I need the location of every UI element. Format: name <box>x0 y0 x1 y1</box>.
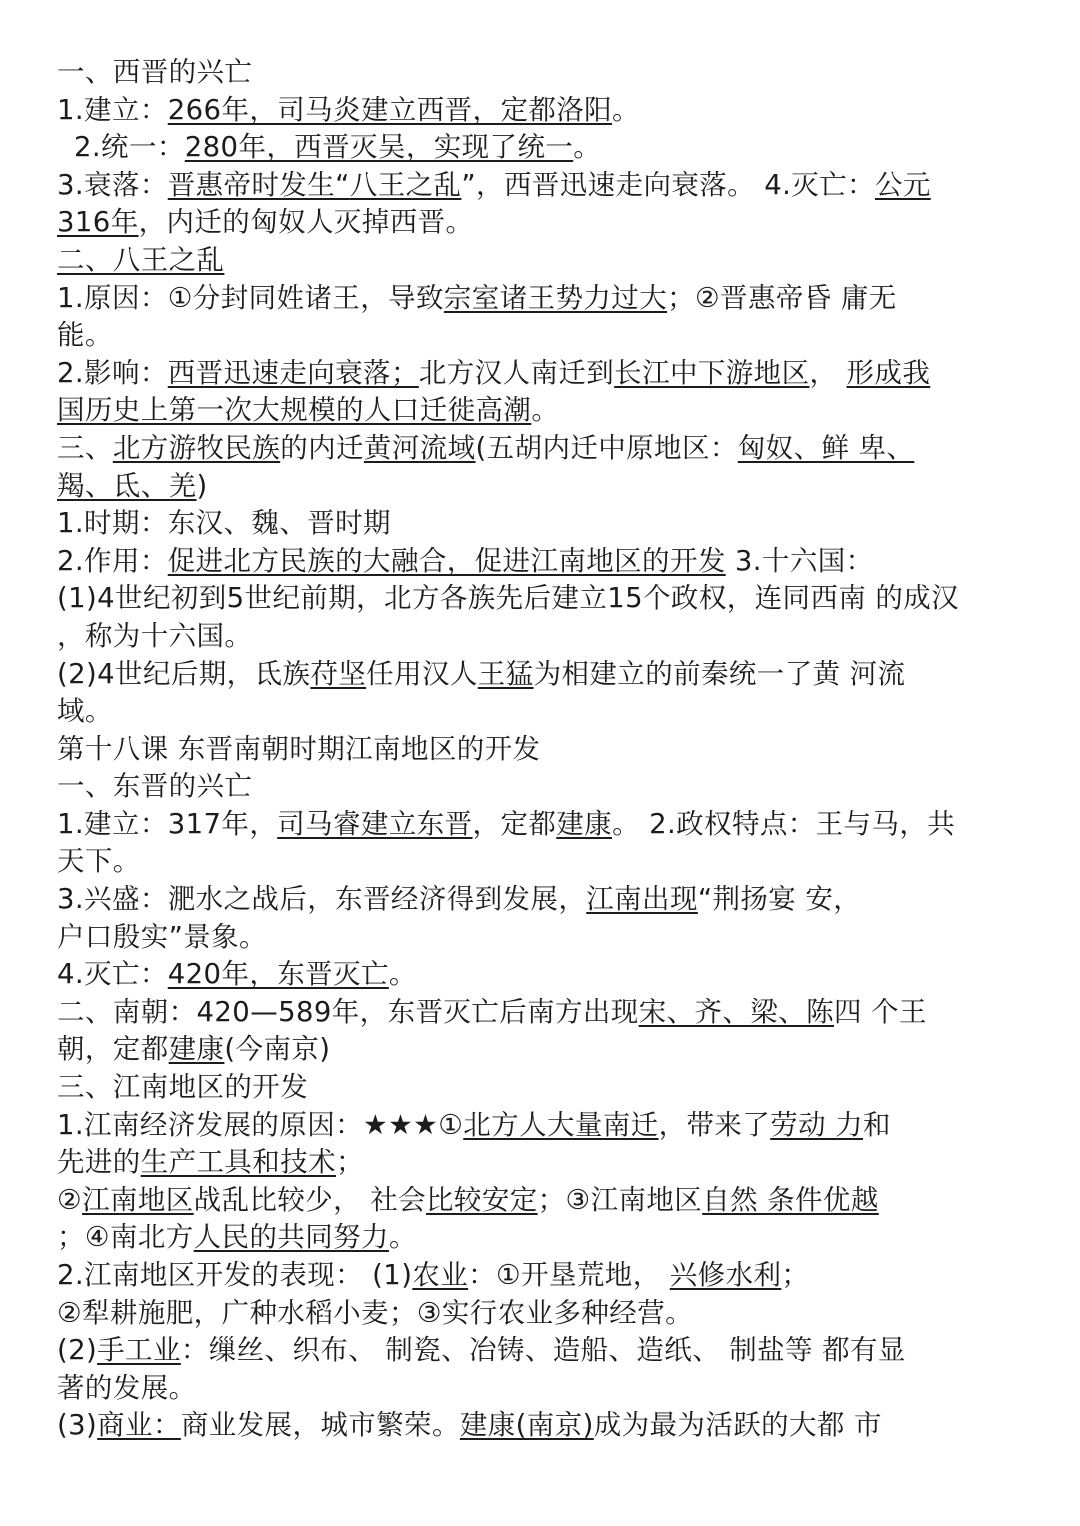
underlined-key-point: 公元 <box>874 168 931 201</box>
underlined-key-point: 手工业 <box>97 1334 181 1367</box>
text-segment: (五胡内迁中原地区： <box>475 431 738 464</box>
text-segment: 3.兴盛：淝水之战后，东晋经济得到发展， <box>57 883 587 916</box>
underlined-key-point: 316年 <box>57 206 139 239</box>
text-segment: ，内迁的匈奴人灭掉西晋。 <box>138 206 474 239</box>
text-segment: 1.时期：东汉、魏、晋时期 <box>57 507 391 540</box>
underlined-key-point: 280年，西晋灭吴，实现了统一 <box>184 131 574 164</box>
text-segment: 2.江南地区开发的表现： (1) <box>57 1259 413 1291</box>
underlined-key-point: 266年，司马炎建立西晋，定都洛阳 <box>167 93 613 126</box>
text-segment: ”，西晋迅速走向衰落。 4.灭亡： <box>461 168 875 201</box>
text-line-southern-dynasties-cont <box>57 1031 1032 1069</box>
text-segment: (2)4世纪后期，氐族 <box>57 657 311 690</box>
underlined-key-point: 农业 <box>412 1259 469 1291</box>
text-segment: “荆扬宴 安， <box>697 883 862 916</box>
text-line-sixteen-kingdoms-2 <box>57 656 1032 694</box>
text-segment: 2.影响： <box>57 356 168 389</box>
text-line-migration-period <box>57 505 1032 543</box>
underlined-key-point: 江南地区 <box>82 1183 194 1216</box>
text-segment: 。 <box>573 131 602 164</box>
text-segment: 。 <box>388 958 417 991</box>
text-line-western-jin-decline <box>57 167 1032 205</box>
text-line-eastern-jin-founding-cont <box>57 843 1032 881</box>
text-segment: ：①开垦荒地， <box>468 1259 670 1291</box>
underlined-key-point: 苻坚 <box>310 657 367 690</box>
underlined-key-point: 王猛 <box>477 657 534 690</box>
text-segment: 3.衰落： <box>57 168 168 201</box>
text-segment: 2.作用： <box>57 544 168 577</box>
text-segment: (2) <box>57 1334 98 1367</box>
text-line-heading-western-jin-rise-fall <box>57 54 1032 92</box>
text-segment: ②犁耕施肥，广种水稻小麦；③实行农业多种经营。 <box>57 1296 694 1329</box>
text-segment: 域。 <box>57 695 113 728</box>
text-segment: 任用汉人 <box>366 657 478 690</box>
text-segment: 2.统一： <box>74 131 185 164</box>
text-segment: (今南京) <box>224 1033 331 1066</box>
underlined-key-point: 建康(南京) <box>459 1409 594 1442</box>
text-line-eight-princes-impact-cont <box>57 392 1032 430</box>
text-line-eastern-jin-fall <box>57 956 1032 994</box>
text-line-eight-princes-impact <box>57 355 1032 393</box>
underlined-key-point: 建康 <box>168 1033 225 1066</box>
underlined-key-point: 长江中下游地区 <box>614 356 810 389</box>
underlined-key-point: 羯、氐、羌 <box>57 469 197 502</box>
text-segment: ；②晋惠帝昏 庸无 <box>667 281 897 314</box>
text-segment: ；③江南地区 <box>537 1183 703 1216</box>
underlined-key-point: 北方游牧民族 <box>112 431 281 464</box>
underlined-key-point: 西晋迅速走向衰落； <box>167 356 419 389</box>
text-line-sixteen-kingdoms-2-cont <box>57 693 1032 731</box>
underlined-key-point: 晋惠帝时发生“ <box>167 168 350 201</box>
text-line-heading-jiangnan-development <box>57 1069 1032 1107</box>
text-segment: 的内迁 <box>280 431 364 464</box>
text-line-heading-eastern-jin-rise-fall <box>57 768 1032 806</box>
underlined-key-point: 形成我 <box>846 356 931 389</box>
text-segment: ， <box>809 356 847 389</box>
underlined-key-point: 北方人大量南迁 <box>463 1108 659 1141</box>
underlined-key-point: 江南出现 <box>586 883 698 916</box>
text-segment: 1.江南经济发展的原因：★★★① <box>57 1108 464 1141</box>
text-segment: 成为最为活跃的大都 市 <box>593 1409 882 1442</box>
text-segment: ，定都 <box>472 807 557 840</box>
text-segment: ) <box>196 469 208 502</box>
text-segment: 朝，定都 <box>57 1033 169 1066</box>
text-segment: 二、南朝：420—589年，东晋灭亡后南方出现 <box>57 995 639 1028</box>
underlined-key-point: 匈奴、鲜 卑、 <box>737 431 915 464</box>
underlined-key-point: 八王之乱 <box>349 168 462 201</box>
text-line-sixteen-kingdoms-1 <box>57 580 1032 618</box>
text-segment: 能。 <box>57 319 113 352</box>
text-segment: ； <box>781 1259 810 1291</box>
text-segment: 三、江南地区的开发 <box>57 1071 309 1104</box>
text-line-jiangnan-reasons-2-cont <box>57 1219 1032 1257</box>
underlined-key-point: 宗室诸王势力过大 <box>443 281 668 314</box>
text-segment: 为相建立的前秦统一了黄 河流 <box>533 657 906 690</box>
underlined-key-point: 促进北方民族的大融合，促进江南地区的开发 <box>167 544 726 577</box>
text-segment: 4.灭亡： <box>57 958 168 991</box>
text-line-jiangnan-reasons-cont <box>57 1144 1032 1182</box>
text-segment: ；④南北方 <box>57 1221 194 1254</box>
text-line-jiangnan-reasons-2 <box>57 1182 1032 1220</box>
text-segment: ； <box>336 1146 364 1179</box>
text-segment: 1.建立：317年， <box>57 807 278 840</box>
text-segment: 和 <box>863 1108 891 1141</box>
text-line-eastern-jin-prosperity <box>57 881 1032 919</box>
text-segment: 北方汉人南迁到 <box>418 356 615 389</box>
text-segment: 一、东晋的兴亡 <box>57 770 253 803</box>
text-line-heading-nomad-migration <box>57 430 1032 468</box>
text-line-western-jin-founding <box>57 92 1032 130</box>
underlined-key-point: 二、八王之乱 <box>57 243 225 276</box>
underlined-key-point: 劳动 力 <box>770 1108 864 1141</box>
underlined-key-point: 建康 <box>556 807 613 840</box>
text-segment: (1)4世纪初到5世纪前期，北方各族先后建立15个政权，连同西南 的成汉 <box>57 582 960 615</box>
text-segment: 三、 <box>57 431 113 464</box>
underlined-key-point: 黄河流域 <box>363 431 476 464</box>
text-segment: ② <box>57 1183 83 1216</box>
underlined-key-point: 生产工具和技术 <box>140 1146 337 1179</box>
text-line-western-jin-unification <box>57 129 1032 167</box>
text-line-lesson-18-title <box>57 731 1032 769</box>
text-segment: ，称为十六国。 <box>57 619 253 652</box>
text-segment: 3.十六国： <box>725 544 874 577</box>
text-line-jiangnan-agriculture <box>57 1257 1032 1295</box>
underlined-key-point: 兴修水利 <box>669 1259 782 1291</box>
underlined-key-point: 自然 条件优越 <box>702 1183 879 1216</box>
text-segment: 四 个王 <box>834 995 927 1028</box>
text-segment: ，带来了 <box>658 1108 771 1141</box>
text-line-migration-effect <box>57 543 1032 581</box>
text-segment: 1.建立： <box>57 93 168 126</box>
underlined-key-point: 国历史上第一次大规模的人口迁徙高潮 <box>57 394 532 427</box>
text-line-jiangnan-commerce <box>57 1407 1032 1445</box>
text-line-eastern-jin-prosperity-cont <box>57 919 1032 957</box>
text-segment: 著的发展。 <box>57 1371 197 1404</box>
text-line-jiangnan-reasons <box>57 1107 1032 1145</box>
history-notes-document <box>57 54 1032 1445</box>
text-segment: 商业发展，城市繁荣。 <box>180 1409 460 1442</box>
underlined-key-point: 商业： <box>97 1409 181 1442</box>
text-line-western-jin-fall <box>57 204 1032 242</box>
text-line-eight-princes-cause-cont <box>57 317 1032 355</box>
text-segment: ：缫丝、织布、 制瓷、冶铸、造船、造纸、 制盐等 都有显 <box>180 1334 906 1367</box>
text-line-heading-nomad-migration-cont <box>57 468 1032 506</box>
text-segment: 1.原因：①分封同姓诸王，导致 <box>57 281 444 314</box>
text-line-jiangnan-handicraft <box>57 1332 1032 1370</box>
underlined-key-point: 比较安定 <box>426 1183 538 1216</box>
text-line-eight-princes-cause <box>57 280 1032 318</box>
text-segment: 。 2.政权特点：王与马，共 <box>612 807 956 840</box>
text-segment: 户口殷实”景象。 <box>57 920 267 953</box>
text-segment: 战乱比较少， 社会 <box>193 1183 427 1216</box>
underlined-key-point: 司马睿建立东晋 <box>277 807 473 840</box>
text-segment: (3) <box>57 1409 98 1442</box>
text-segment: 。 <box>388 1221 417 1254</box>
text-segment: 。 <box>612 93 640 126</box>
text-line-heading-eight-princes <box>57 242 1032 280</box>
text-line-eastern-jin-founding <box>57 806 1032 844</box>
text-segment: 天下。 <box>57 845 141 878</box>
text-segment: 第十八课 东晋南朝时期江南地区的开发 <box>57 732 541 765</box>
text-line-jiangnan-agriculture-cont <box>57 1295 1032 1333</box>
underlined-key-point: 宋、齐、梁、陈 <box>638 995 834 1028</box>
text-segment: 先进的 <box>57 1146 141 1179</box>
text-line-jiangnan-handicraft-cont <box>57 1370 1032 1408</box>
text-line-southern-dynasties <box>57 994 1032 1032</box>
text-segment: 。 <box>531 394 560 427</box>
underlined-key-point: 人民的共同努力 <box>193 1221 389 1254</box>
underlined-key-point: 420年，东晋灭亡 <box>167 958 389 991</box>
text-line-sixteen-kingdoms-1-cont <box>57 618 1032 656</box>
text-segment: 一、西晋的兴亡 <box>57 56 253 88</box>
